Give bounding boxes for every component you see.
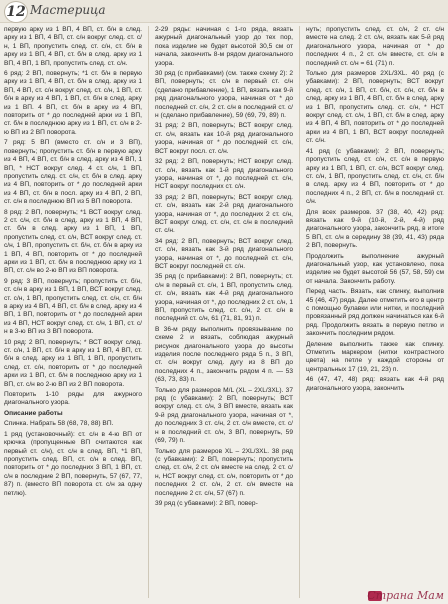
paragraph: 10 ряд: 2 ВП, повернуть; * ВСТ вокруг след. ст. с/н, 1 ВП, ст. б/н в арку из 1 ВП, 4 ВП, ст. б/н в след. арку из 1 ВП, 1 ВП, пропустить след. ст. с/н, повторить от * до последней арки из 1 ВП, ст. б/н в последнюю арку из 1 ВП, ст. с/н во 2-ю ВП из 2 ВП поворота. — [4, 338, 142, 388]
paragraph: Спинка. Набрать 58 (68, 78, 88) ВП. — [4, 420, 114, 428]
paragraph: Продолжить выполнение ажурный диагональный узор, как установлено, пока изделие не будет высотой 56 (57, 58, 59) см от начала. Закончить работу. — [306, 252, 444, 285]
column-2 — [155, 26, 293, 598]
paragraph: 39 ряд (с убавками): 2 ВП, повер- — [155, 499, 258, 507]
column-divider — [148, 26, 149, 598]
paragraph: Повторить 1-10 ряды для ажурного диагонального узора. — [4, 391, 142, 407]
page-header — [0, 0, 448, 23]
paragraph: 1 ряд (установочный): ст. с/н в 4-ю ВП от крючка (пропущенные ВП считаются как первый ст. с/н), ст. с/н в след. ВП, *1 ВП, пропустить след. ВП, ст. с/н в след. ВП, повторить от * до последних 3 ВП, 1 ВП, ст. с/н в последние 2 ВП, повернуть, 57 (67, 77, 87) п. (вместо ВП поворота ст. с/н за одну петлю). — [4, 430, 142, 497]
section-heading: Описание работы — [4, 409, 63, 417]
paragraph: 9 ряд: 3 ВП, повернуть; пропустить ст. б/н, ст. с/н в арку из 1 ВП, 1 ВП, ВСТ вокруг след. ст. с/н, 1 ВП, пропустить след. ст. с/н, ст. б/н в арку из 4 ВП, 4 ВП, ст. б/н в след. арку из 4 ВП, 1 ВП, повторить от * до последней арки из 4 ВП, НСТ вокруг след. ст. с/н, 1 ВП, ст. с/н в 3-ю ВП из 3 ВП поворота. — [4, 277, 142, 336]
paragraph: 34 ряд: 2 ВП, повернуть; ВСТ вокруг след. ст. с/н, вязать как 3-й ряд диагонального узора, начиная от *, до последней ст. с/н, ВСТ вокруг последней ст. с/н. — [155, 237, 293, 270]
paragraph: 31 ряд: 2 ВП, повернуть; ВСТ вокруг след. ст. с/н, вязать как 10-й ряд диагонального узора, начиная от * до последней ст. с/н, ВСТ вокруг посл. ст. с/н. — [155, 122, 293, 155]
text-columns — [4, 26, 444, 598]
paragraph: В 36-м ряду выполнить провязывание по схеме 2 и вязать, соблюдая ажурный рисунок диагонального узора до высоты изделия после последнего ряда 5 п., 3 ВП, ст. с/н вокруг след. дугу из 8 ВП до последних 4 п., закончить рядом 4 п. — 53 (63, 73, 83) п. — [155, 325, 293, 384]
paragraph: нуть; пропустить след. ст. с/н, 2 ст. с/н вместе на след. 2 ст. с/н, вязать как 5-й ряд диагонального узора, начиная от * до последних 4 п., 2 ст. с/н вместе, ст. с/н в последний ст. с/н = 61 (71) п. — [306, 26, 444, 67]
watermark: Страна Мам — [367, 589, 444, 602]
paragraph: 32 ряд: 2 ВП, повернуть; НСТ вокруг след. ст. с/н, вязать как 1-й ряд диагонального узора, начиная от *, до последней ст. с/н, НСТ вокруг последних ст. с/н. — [155, 158, 293, 191]
magazine-title: Мастерица — [30, 3, 106, 17]
paragraph: Только для размеров M/L (XL – 2XL/3XL). 37 ряд (с убавками): 2 ВП, повернуть; ВСТ вокруг след. ст. с/н, 3 ВП вместе, вязать как 9-й ряд диагонального узора, начиная от *, до последних 3 ст. с/н, 2 ст. с/н вместе, ст. с/н в последний ст. с/н, 3 ВП, повернуть, 59 (69, 79) п. — [155, 386, 293, 445]
paragraph: Только для размеров XL – 2XL/3XL. 38 ряд (с убавками): 2 ВП, повернуть; пропустить след. ст. с/н, 2 ст. с/н вместе на след. 2 ст. с/н, НСТ вокруг след. ст. с/н, повторить от * до последних 2 ст. с/н, 2 ст. с/н вместе на последние 2 ст. с/н, 57 (67) п. — [155, 447, 293, 497]
paragraph: 2-29 ряды: начиная с 1-го ряда, вязать ажурный диагональный узор до тех пор, пока изделие не будет высотой 30,5 см от начала, закончить 8-м рядом диагонального узора. — [155, 26, 293, 67]
paragraph: Деление выполнить также как спинку. Отметить маркером (нитки контрастного цвета) на петле у каждой стороны от центральных 17 (19, 21, 23) п. — [306, 340, 444, 373]
paragraph: 30 ряд (с прибавками) (см. также схему 2): 2 ВП, повернуть; ст. с/н в первый ст. с/н (сделано прибавление), 1 ВП, вязать как 9-й ряд диагонального узора, начиная от * до последней ст. с/н, 2 ст. с/н в последний ст. с/н (сделано прибавление), 59 (69, 79, 89) п. — [155, 70, 293, 120]
column-divider — [299, 26, 300, 598]
paragraph: 41 ряд (с убавками): 2 ВП, повернуть; пропустить след. ст. с/н, ст. с/н в первую арку из 1 ВП, 1 ВП, ст. с/н, ВСТ вокруг след. ст. с/н, 1 ВП, пропустить след. ст. с/н, ст. б/н в след. арку из 4 ВП, повторить от * до последних 4 п., 2 ВП, ст. б/н в последний ст. с/н. — [306, 147, 444, 206]
paragraph: 6 ряд: 2 ВП, повернуть; *1 ст. б/н в первую арку из 1 ВП, 4 ВП, ст. б/н в след. арку из 1 ВП, 4 ВП, ст. с/н вокруг след. ст. с/н, 1 ВП, ст. б/н в арку из 4 ВП, 1 ВП, ст. б/н в след. арку из 1 ВП. 4 ВП, ст. б/н в арку из 4 ВП, повторить от * до последней арки из 1 ВП, ст. б/н в последнюю арку из 1 ВП, ст. с/н в 2-ю ВП из 2 ВП поворота. — [4, 70, 142, 136]
paragraph: первую арку из 1 ВП, 4 ВП, ст. б/н в след. арку из 1 ВП, 4 ВП, ст. с/н вокруг след. ст. с/н, 1 ВП, пропустить след. ст. с/н, ст. б/н в арку из 1 ВП, 4 ВП, ст. б/н в след. арку из 1 ВП, 4 ВП, 1 ВП, пропустить след. ст. с/н. — [4, 26, 142, 67]
paragraph: 33 ряд: 2 ВП, повернуть; ВСТ вокруг след. ст. с/н, вязать как 2-й ряд диагонального узора, начиная от *, до последних 2 ст. с/н, ВСТ вокруг след. ст. с/н, ст. с/н в последний ст. с/н. — [155, 193, 293, 235]
paragraph: 46 (47, 47, 48) ряд: вязать как 4-й ряд диагонального узора, закончить — [306, 376, 444, 392]
paragraph: Только для размеров 2XL/3XL. 40 ряд (с убавками): 2 ВП, повернуть; ВСТ вокруг след. ст. с/н, 1 ВП, ст. б/н, ст. с/н, ст. б/н в след. арку из 1 ВП, 4 ВП, ст. б/н в след. арку из 1 ВП, пропустить след. ст. с/н, * НСТ вокруг след. ст. с/н, 1 ВП, ст. б/н в след. арку из 4 ВП, 4 ВП, повторить от * до последней арки из 4 ВП, 1 ВП, ВСТ вокруг последней ст. с/н. — [306, 70, 444, 145]
paragraph: 8 ряд: 2 ВП, повернуть; *1 ВСТ вокруг след. 2 ст. с/н, ст. б/н в след. арку из 1 ВП, 4 ВП, ст. б/н в след. арку из 1 ВП, 1 ВП, пропустить след. ст. с/н, ВСТ вокруг след. ст. с/н, 1 ВП, пропустить ст. б/н, ст. б/н в арку из 1 ВП, 4 ВП, повторить от * до последней арки из 1 ВП, ст. б/н в последнюю арку из 1 ВП, ст. с/н во 2-ю ВП из ВП поворота. — [4, 208, 142, 275]
column-1 — [4, 26, 142, 598]
paragraph: Перед часть. Вязать, как спинку, выполнив 45 (46, 47) ряда. Далее отметить его в центр с помощью булавки или нитки, и последний провязанный ряд должен начинаться как 6-й ряд. Продолжить вязать в первую петлю и закончить последним рядом. — [306, 288, 444, 338]
page-number: 12 — [4, 1, 28, 23]
column-3 — [306, 26, 444, 598]
paragraph: 7 ряд: 5 ВП (вместо ст. с/н и 3 ВП), повернуть; пропустить ст. б/н в первую арку из 4 ВП, 4 ВП, ст. б/н в след. арку из 4 ВП, 1 ВП, * НСТ вокруг след. 4 ст. с/н, 1 ВП, пропустить след. ст. с/н, ст. б/н в след. арку из 4 ВП, повторить от * до последней арки из 4 ВП, ст. б/н в посл. арку из 4 ВП, 2 ВП, ст. с/н в последнюю ВП из 5 ВП поворота. — [4, 139, 142, 206]
paragraph: Для всех размеров. 37 (38, 40, 42) ряд: вязать как 9-й (10-й, 2-й, 4-й) ряд диагонального узора, закончить ряд, в итоге 5 ВП, ст. с/н в середину 38 (39, 41, 43) ряда 2 ВП, повернуть. — [306, 208, 444, 250]
paragraph: 35 ряд (с прибавками): 2 ВП, повернуть; ст. с/н в первый ст. с/н, 1 ВП, пропустить след. ст. с/н, вязать как 4-й ряд диагонального узора, начиная от *, до последних 2 ст. с/н, 1 ВП, пропустить след. ст. с/н, 2 ст. с/н в последний ст. с/н, 61 (71, 81, 91) п. — [155, 273, 293, 323]
